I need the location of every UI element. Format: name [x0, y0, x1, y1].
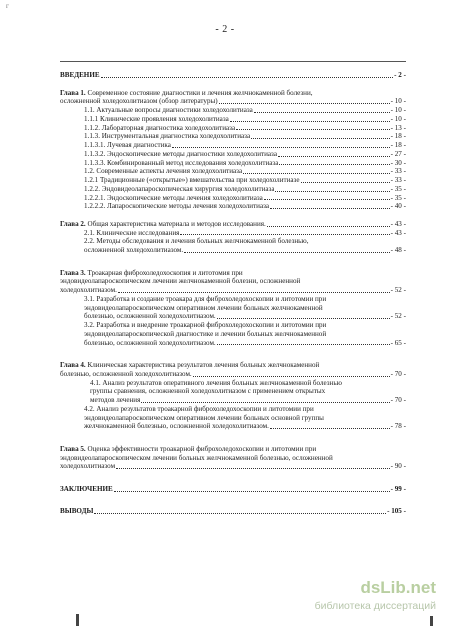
header-divider: [60, 61, 406, 62]
toc-item[interactable]: 4.2. Анализ результатов троакарной фиброхоледохоскопии и литотомии при эндовидеолапароскопическом оперативном лечении больных основной группы желчнокаменной болезнью, осложненной холедохолитиазом. - 78 -: [84, 404, 406, 431]
toc-item[interactable]: 1.2.2.1. Эндоскопические методы лечения холедохолитиаза - 35 -: [84, 193, 406, 202]
toc-chapter-5[interactable]: Глава 5. Оценка эффективности троакарной фиброхоледохоскопии и литотомии при эндовидеолапароскопическом лечении больных желчнокаменной болезнью, осложненной холедохолитиазом - 90 -: [60, 444, 406, 471]
toc-item[interactable]: 1.2.2. Эндовидеолапароскопическая хирургия холедохолитиаза - 35 -: [84, 184, 406, 193]
toc-findings[interactable]: ВЫВОДЫ - 105 -: [60, 507, 406, 516]
toc-item[interactable]: 1.2. Современные аспекты лечения холедохолитиаза - 33 -: [84, 167, 406, 176]
toc-item[interactable]: 1.2.1 Традиционные («открытые») вмешательства при холедохолитиазе - 33 -: [84, 176, 406, 184]
watermark-main: dsLib.net: [360, 578, 436, 597]
watermark-sub: библиотека диссертаций: [314, 600, 436, 612]
toc-item[interactable]: 1.1. Актуальные вопросы диагностики холедохолитиаза - 10 -: [84, 106, 406, 114]
page-number: - 2 -: [215, 24, 235, 35]
toc-chapter-2[interactable]: Глава 2. Общая характеристика материала и методов исследования. - 43 -: [60, 219, 406, 228]
toc-item[interactable]: 1.1.1 Клинические проявления холедохолитиаза - 10 -: [84, 114, 406, 123]
toc-item[interactable]: 1.1.3.1. Лучевая диагностика - 18 -: [84, 141, 406, 149]
table-of-contents: [60, 71, 406, 516]
toc-conclusion[interactable]: ЗАКЛЮЧЕНИЕ - 99 -: [60, 484, 406, 493]
scan-edge-mark: [430, 616, 433, 626]
toc-item[interactable]: 1.1.3.2. Эндоскопические методы диагностики холедохолитиаза - 27 -: [84, 149, 406, 158]
corner-mark: г: [6, 2, 9, 10]
toc-chapter-1-items: [60, 106, 406, 211]
toc-item[interactable]: 3.1. Разработка и создание троакара для фиброхоледохоскопии и литотомии при эндовидеолапароскопическом оперативном лечении больных желчнокаменной болезнью, осложненной холедохолитиазом. - 52 -: [84, 294, 406, 321]
toc-item[interactable]: 3.2. Разработка и внедрение троакарной фиброхоледохоскопии и литотомии при эндовидеолапароскопической диагностике и лечении больных желчнокаменной болезнью, осложненной холедохолитиазом. - 65 -: [84, 321, 406, 347]
toc-intro[interactable]: ВВЕДЕНИЕ - 2 -: [60, 71, 406, 79]
toc-item[interactable]: 4.1. Анализ результатов оперативного лечения больных желчнокаменной болезнью группы сравнения, осложненной холедохолитиазом с применением открытых методов лечения - 70 -: [90, 378, 406, 404]
toc-chapter-3[interactable]: Глава 3. Троакарная фиброхоледохоскопия и литотомия при эндовидеолапароскопическом лечении желчнокаменной болезни, осложненной холедохолитиазом. - 52 -: [60, 268, 406, 294]
toc-item[interactable]: 1.1.2. Лабораторная диагностика холедохолитиаза - 13 -: [84, 123, 406, 132]
toc-item[interactable]: 1.1.3.3. Комбинированный метод исследования холедохолитиаза - 30 -: [84, 158, 406, 167]
toc-chapter-4[interactable]: Глава 4. Клиническая характеристика результатов лечения больных желчнокаменной болезнью, осложненной холедохолитиазом. - 70 -: [60, 361, 406, 378]
scan-edge-mark: [76, 614, 79, 626]
toc-item[interactable]: 2.2. Методы обследования и лечения больных желчнокаменной болезнью, осложненной холедохолитиазом. - 48 -: [84, 237, 406, 254]
watermark-logo: [296, 578, 446, 622]
toc-item[interactable]: 1.1.3. Инструментальная диагностика холедохолитиаза - 18 -: [84, 132, 406, 141]
toc-chapter-1[interactable]: Глава 1. Современное состояние диагностики и лечения желчнокаменной болезни, осложненной холедохолитиазом (обзор литературы) - 10 -: [60, 88, 406, 106]
toc-item[interactable]: 1.2.2.2. Лапароскопические методы лечения холедохолитиаза - 40 -: [84, 202, 406, 211]
toc-item[interactable]: 2.1. Клинические исследования - 43 -: [84, 228, 406, 237]
